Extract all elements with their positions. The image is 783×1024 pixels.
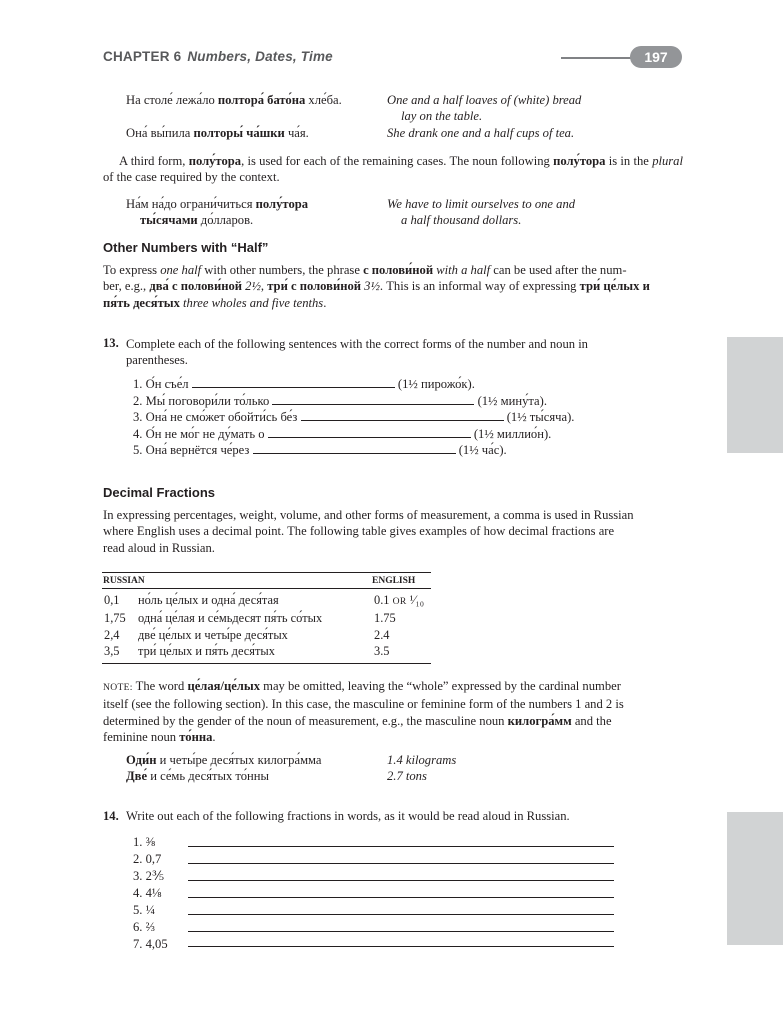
answer-line[interactable] [188, 946, 614, 947]
table-row: 1,75 одна́ це́лая и се́мьдесят пя́ть со́тых 1.75 [104, 611, 396, 626]
answer-blank[interactable] [272, 394, 474, 405]
example-en: 2.7 tons [387, 769, 427, 783]
list-item: 2. 0,7 [133, 852, 162, 866]
exercise-number: 14. [103, 809, 119, 823]
list-item: 4. О́н не мо́г не ду́мать о (1½ миллио́н). [133, 426, 552, 441]
list-item: 1. О́н съе́л (1½ пирожо́к). [133, 377, 475, 391]
example-ru: Две́ и се́мь деся́тых то́нны [126, 769, 269, 783]
table-row: 0,1 но́ль це́лых и одна́ деся́тая 0.1 OR ¹⁄₁₀ [104, 593, 425, 607]
example-en-cont: a half thousand dollars. [401, 213, 522, 227]
list-item: 7. 4,05 [133, 937, 168, 951]
answer-line[interactable] [188, 863, 614, 864]
paragraph-third-form: A third form, полу́тора, is used for each of the remaining cases. The noun following полу́тора is in the plural of the case required by the context. [103, 154, 683, 185]
list-item: 5. Она́ вернётся че́рез (1½ ча́с). [133, 443, 507, 458]
table-row: 2,4 две́ це́лых и четы́ре деся́тых 2.4 [104, 627, 390, 642]
side-thumb-tab [727, 812, 783, 945]
paragraph-decimal: In expressing percentages, weight, volume, and other forms of measurement, a comma is used in Russian where English uses a decimal point. The following table gives examples of how decimal fractions are read aloud in Russian. [103, 508, 634, 555]
exercise14-list [133, 834, 168, 953]
list-item: 6. ⅔ [133, 920, 156, 934]
answer-blank[interactable] [268, 427, 471, 438]
answer-blank[interactable] [192, 377, 395, 388]
example-ru: Оди́н и четы́ре деся́тых килогра́мма [126, 753, 322, 767]
example-en: One and a half loaves of (white) bread [387, 93, 582, 107]
side-thumb-tab [727, 337, 783, 453]
example-ru-cont: ты́сячами до́лларов. [140, 213, 254, 227]
answer-line[interactable] [188, 846, 614, 847]
example-ru: Она́ вы́пила полторы́ ча́шки ча́я. [126, 126, 309, 140]
list-item: 4. 4⅛ [133, 886, 162, 900]
example-en: 1.4 kilograms [387, 753, 457, 767]
list-item: 3. 2⅗ [133, 869, 165, 883]
answer-blank[interactable] [301, 410, 504, 421]
answer-line[interactable] [188, 931, 614, 932]
exercise-instructions: Complete each of the following sentences with the correct forms of the number and noun in parentheses. [126, 337, 588, 368]
example-en: She drank one and a half cups of tea. [387, 126, 575, 140]
section-title-half: Other Numbers with “Half” [103, 240, 269, 255]
exercise-number: 13. [103, 336, 119, 350]
running-header [103, 49, 333, 64]
decimal-table [102, 573, 431, 664]
header-rule [561, 57, 641, 59]
column-header: ENGLISH [372, 576, 416, 586]
answer-line[interactable] [188, 880, 614, 881]
column-header: RUSSIAN [103, 576, 145, 586]
chapter-label: CHAPTER 6 [103, 49, 182, 64]
answer-line[interactable] [188, 897, 614, 898]
list-item: 2. Мы́ поговори́ли то́лько (1½ мину́та). [133, 393, 547, 408]
section-title-decimal: Decimal Fractions [103, 485, 215, 500]
note-label: NOTE: [103, 682, 133, 693]
list-item: 3. Она́ не смо́жет обойти́сь бе́з (1½ ты́сяча). [133, 410, 575, 425]
chapter-subtitle: Numbers, Dates, Time [187, 49, 333, 64]
paragraph-half: To express one half with other numbers, the phrase с полови́ной with a half can be used after the num- ber, e.g., два́ с полови́ной 2½, три́ с полови́ной 3½. This is an informal way of expressing три́ це́лых и пя́ть деся́тых three wholes and five tenths. [103, 263, 650, 310]
exercise-instructions: Write out each of the following fractions in words, as it would be read aloud in Russian. [126, 809, 570, 823]
example-en-cont: lay on the table. [401, 109, 483, 123]
page-number-badge: 197 [630, 46, 682, 68]
table-row: 3,5 три́ це́лых и пя́ть деся́тых 3.5 [102, 643, 431, 664]
example-en: We have to limit ourselves to one and [387, 197, 576, 211]
answer-line[interactable] [188, 914, 614, 915]
note-paragraph: NOTE: The word це́лая/це́лых may be omitted, leaving the “whole” expressed by the cardinal number itself (see the following section). In this case, the masculine or feminine form of the numbers 1 and 2 is determined by the gender of the noun of measurement, e.g., the masculine noun килогра́мм and the feminine noun то́нна. [103, 679, 624, 744]
list-item: 1. ⅜ [133, 835, 156, 849]
example-ru: На столе́ лежа́ло полтора́ бато́на хле́ба. [126, 93, 342, 107]
example-ru: На́м на́до ограни́читься полу́тора [126, 197, 309, 211]
list-item: 5. ¼ [133, 903, 156, 917]
answer-blank[interactable] [253, 443, 456, 454]
exercise13-list [133, 376, 574, 459]
